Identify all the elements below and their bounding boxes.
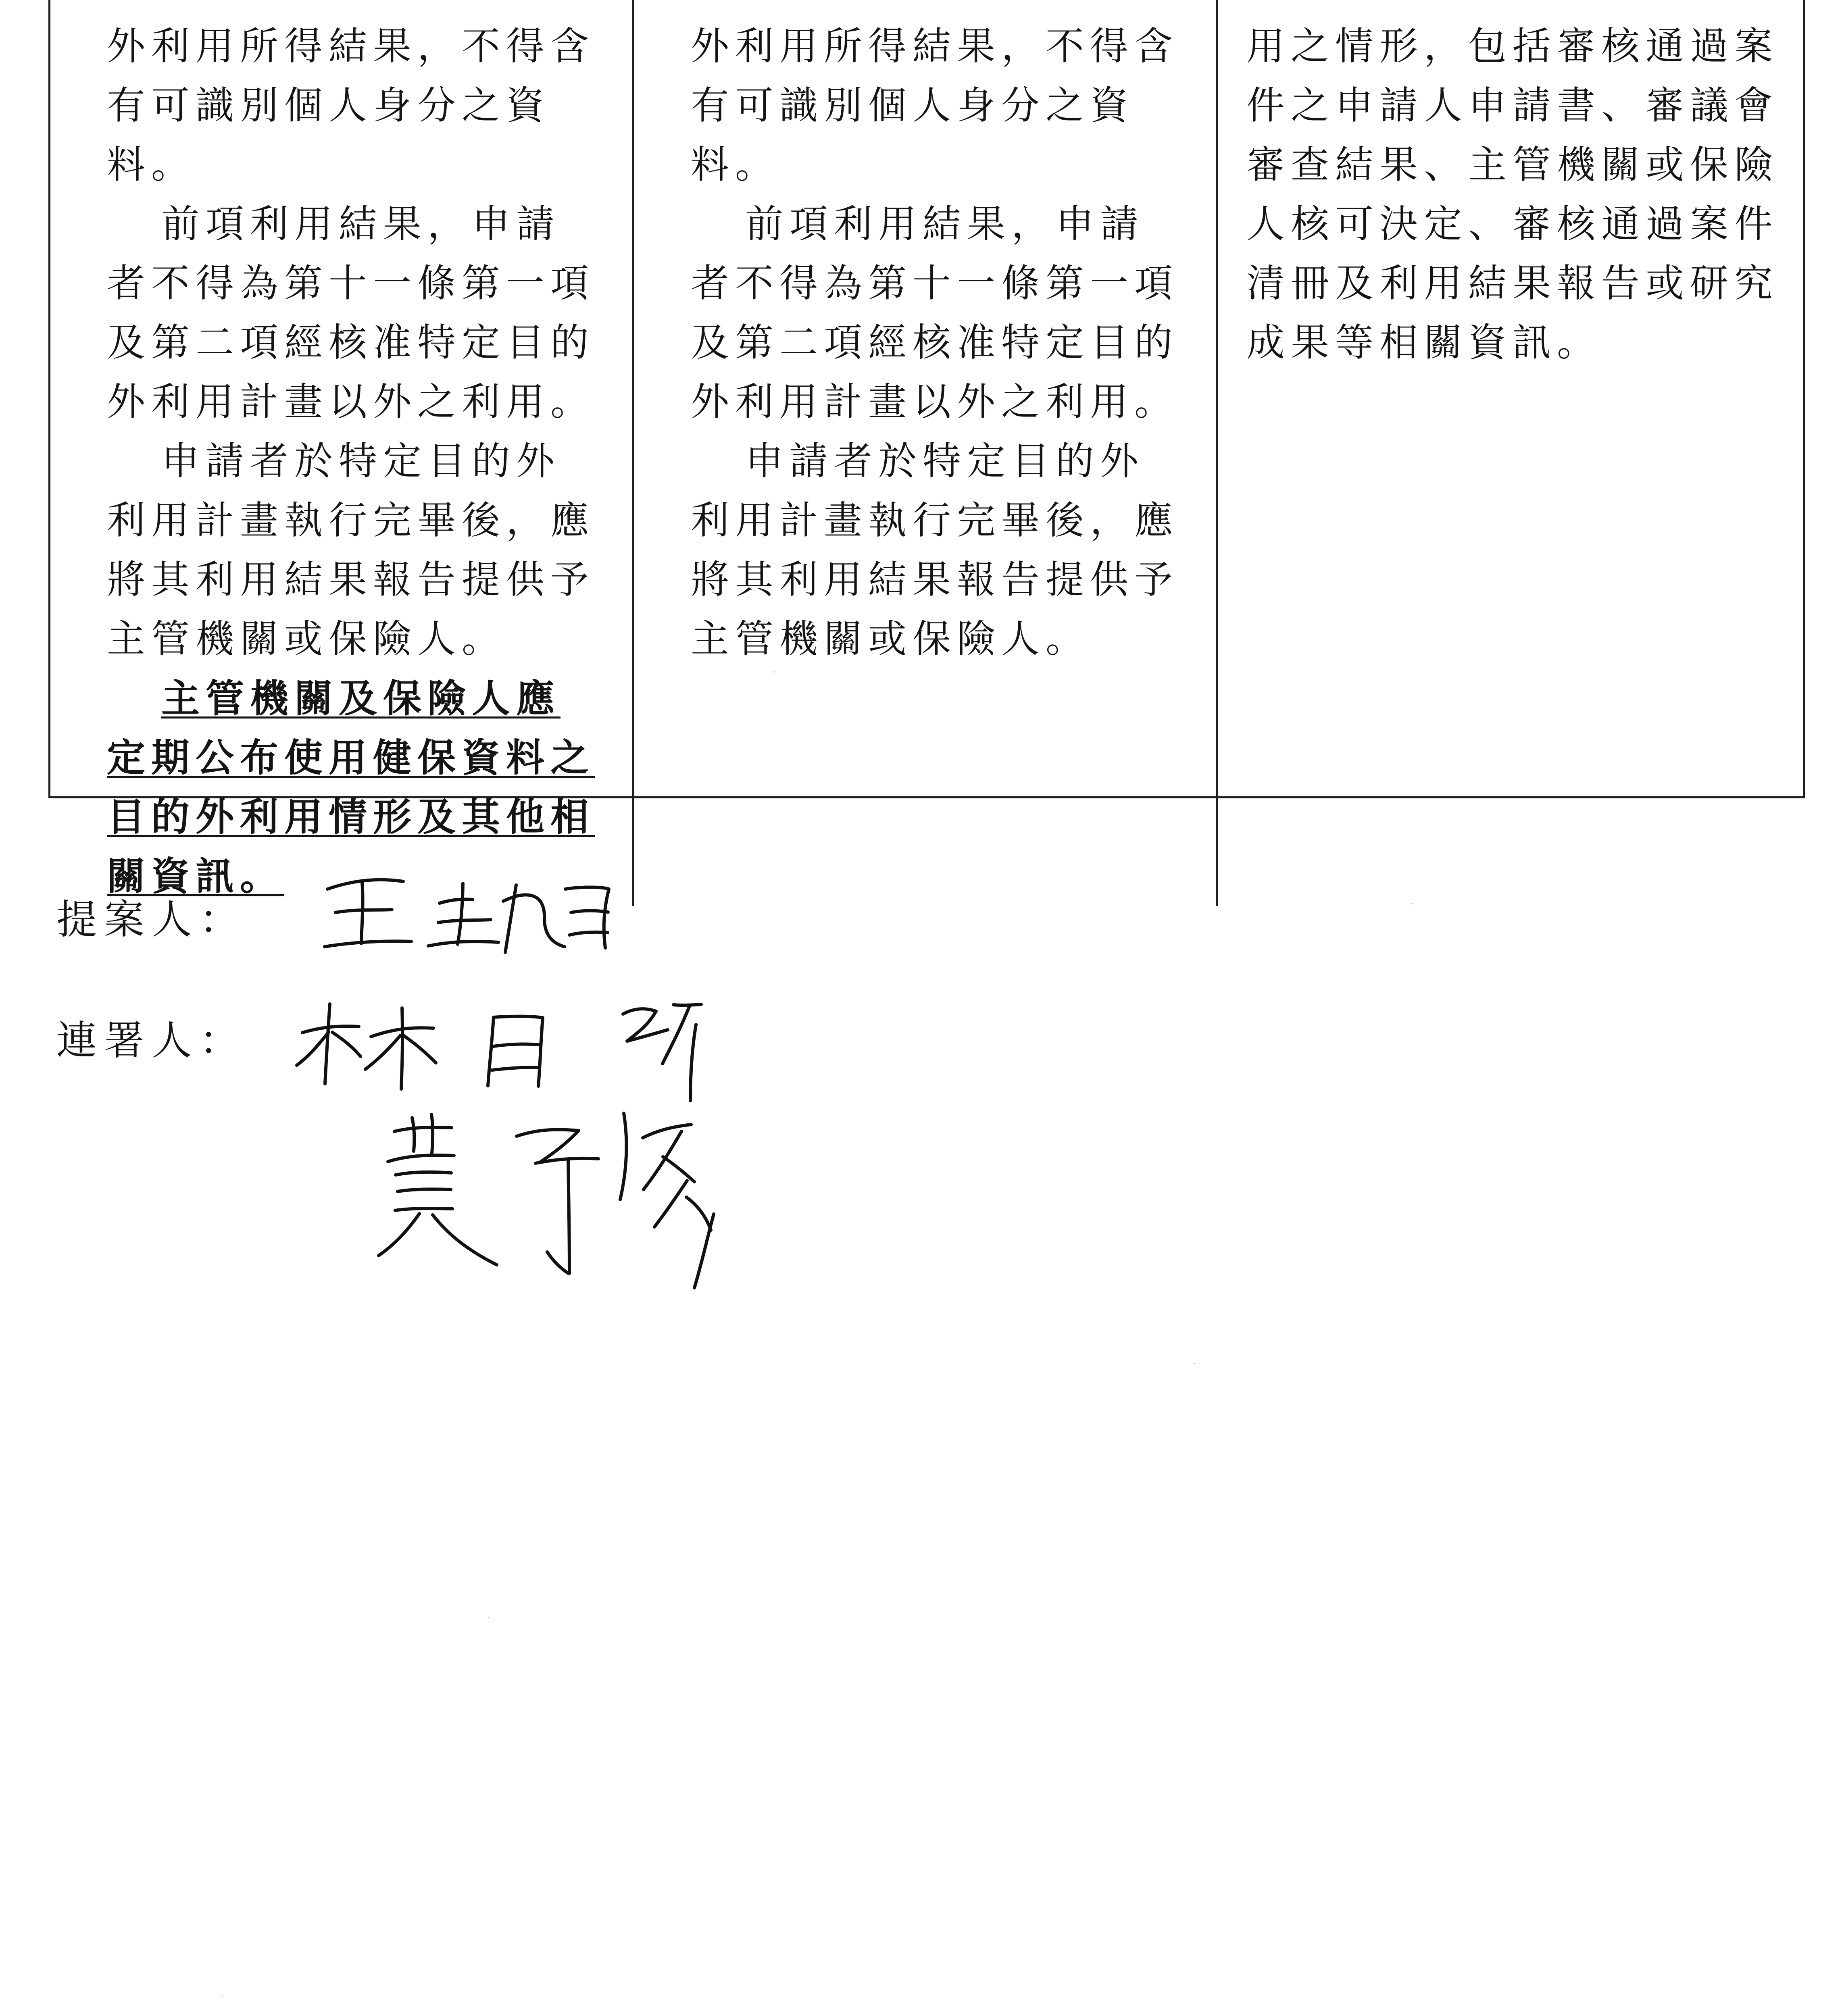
column-1-paragraph-1: 外利用所得結果，不得含有可識別個人身分之資料。 [107,24,595,187]
comparison-table [48,0,1805,899]
scan-speck [222,1996,223,1997]
cosigner-row [56,1008,247,1066]
proposer-row [56,887,247,945]
table-column-2 [634,0,1218,906]
column-1-paragraph-4-amended: 主管機關及保險人應定期公布使用健保資料之目的外利用情形及其他相關資訊。 [107,676,595,899]
proposer-label: 提案人： [56,896,247,943]
column-2-paragraph-3: 申請者於特定目的外利用計畫執行完畢後，應將其利用結果報告提供予主管機關或保險人。 [691,439,1179,661]
column-2-paragraph-1: 外利用所得結果，不得含有可識別個人身分之資料。 [691,24,1179,187]
scan-speck [1194,1363,1195,1364]
cosigner-handwritten-signature-2 [347,1105,770,1290]
proposer-handwritten-signature [319,871,625,960]
cosigner-handwritten-signature-1 [286,988,730,1109]
column-3-paragraph-1: 用之情形，包括審核通過案件之申請人申請書、審議會審查結果、主管機關或保險人核可決定、審核通過案件清冊及利用結果報告或研究成果等相關資訊。 [1246,24,1779,365]
cosigner-label: 連署人： [56,1017,247,1064]
column-1-paragraph-2: 前項利用結果，申請者不得為第十一條第一項及第二項經核准特定目的外利用計畫以外之利用。 [107,202,595,424]
scan-speck [1411,903,1413,904]
column-1-paragraph-3: 申請者於特定目的外利用計畫執行完畢後，應將其利用結果報告提供予主管機關或保險人。 [107,439,595,661]
scan-speck [488,1617,489,1618]
table-column-1 [50,0,634,906]
scan-speck [774,671,775,673]
table-column-3 [1218,0,1803,906]
signature-block [56,887,782,1371]
column-2-paragraph-2: 前項利用結果，申請者不得為第十一條第一項及第二項經核准特定目的外利用計畫以外之利用。 [691,202,1179,424]
